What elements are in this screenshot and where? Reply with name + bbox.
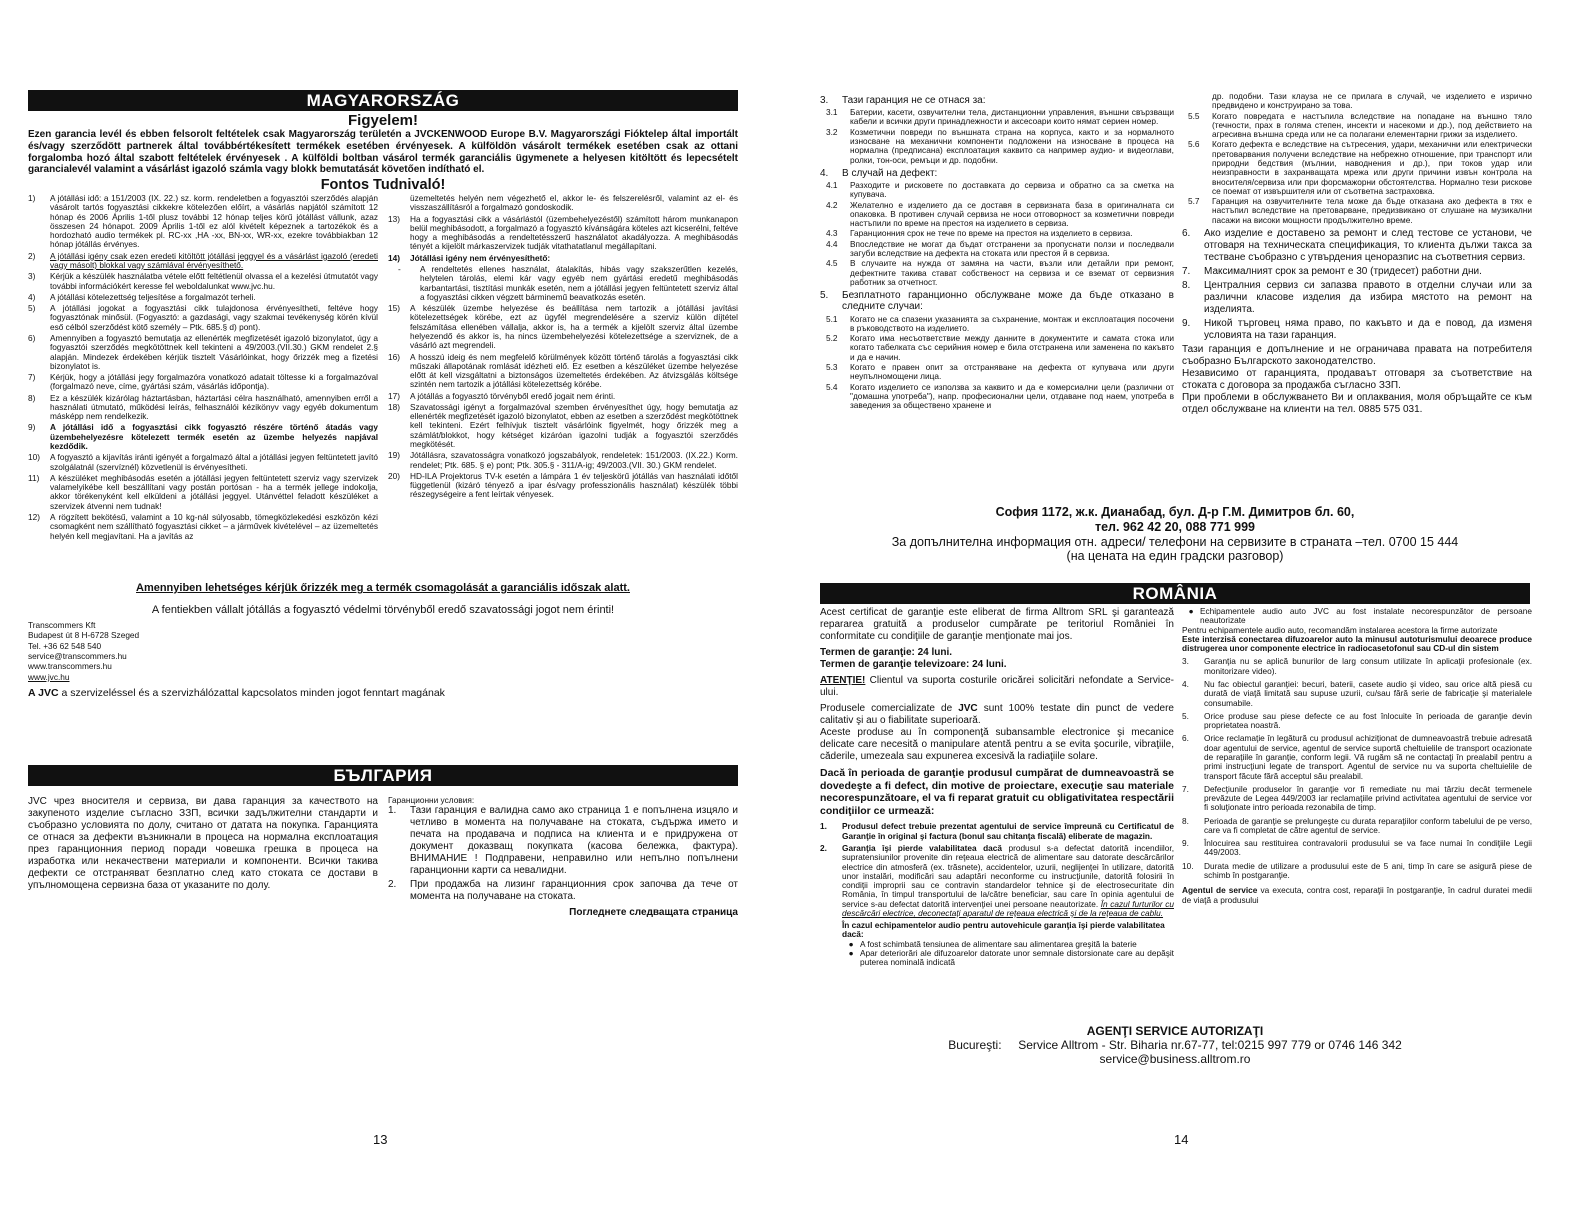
ro-term-number: 7. xyxy=(1182,783,1189,794)
hu-term-right xyxy=(388,254,738,263)
bulgaria-conditions xyxy=(388,796,738,919)
sofia-address: София 1172, ж.к. Дианабад, бул. Д-р Г.М. Димитров бл. 60, xyxy=(995,505,1355,519)
ro-term-number: 4. xyxy=(1182,678,1189,689)
agents-city: Bucureşti: xyxy=(948,1038,1002,1053)
bulgaria-terms-col2-items xyxy=(1182,228,1532,342)
romania-term-products: Termen de garanţie: 24 luni. xyxy=(820,647,953,658)
hu-term-left xyxy=(28,373,378,392)
hu-term-right-text: A jótállás a fogyasztó törvényből eredő jogait nem érinti. xyxy=(410,390,616,401)
bg-condition-number: 1. xyxy=(388,805,397,817)
hungary-intro: Ezen garancia levél és ebben felsorolt feltételek csak Magyarország területén a JVCKENWOOD Europe B.V. Magyarországi Fióktelep által importált és/vagy szerződött partnerek által továbbértékesített termékek esetében érvényesek. A külföldön vásárolt termékek esetében csak az ottani forgalomba hozó által szabott feltételek érvényesek . A külföldi boltban vásárol termék garanciális ügymenete a helyesen kitöltött és lepecsételt garancialevél valamint a vásárlást igazoló számla vagy blokk bemutatását követően indítható el. xyxy=(28,129,738,176)
hu-term-left-text: Ez a készülék kizárólag háztartásban, háztartási célra használható, amennyiben erről a használati útmutató, működési leírás, felhasználói kézikönyv vagy egyéb dokumentum másképp nem rendelkezik. xyxy=(50,392,378,422)
auto-bullet-1-text: A fost schimbată tensiunea de alimentare sau alimentarea greşită la baterie xyxy=(860,938,1137,949)
bg-subterm-number: 4.3 xyxy=(826,228,838,239)
bg-term-col2-text: Никой търговец няма право, по какъвто и да е повод, да изменя условията на тази гаранция. xyxy=(1204,317,1532,341)
hu-term-left-number: 10) xyxy=(28,452,40,463)
bg-term-col2 xyxy=(1182,266,1532,278)
bg-subterm xyxy=(820,259,1174,287)
rights-reserved-text: a szervizeléssel és a szervizhálózattal kapcsolatos minden jogot fenntart magának xyxy=(61,687,445,699)
bg-subterm-col2-number: 5.6 xyxy=(1188,139,1200,150)
bg-condition-number: 2. xyxy=(388,879,397,891)
bg-subterm-col2 xyxy=(1182,140,1532,196)
bg-subterm-text: Батерии, касети, озвучителни тела, дистанционни управления, външни свързващи кабели и всички други принадлежности и аксесоари които нямат сериен номер. xyxy=(850,107,1174,127)
bg-subterm-col2-text: Когато повредата е настъпила вследствие на попадане на външно тяло (течности, прах в голяма степен, инсекти и насекоми и др.), под действието на агресивна външна среда или не са полагани елементарни грижи за изделието. xyxy=(1212,110,1532,140)
hu-term-left xyxy=(28,194,378,250)
hu-term-right xyxy=(388,403,738,449)
hungary-title-bar xyxy=(28,90,738,111)
hu-term-left xyxy=(28,304,378,332)
hu-term-left-number: 3) xyxy=(28,271,36,282)
bulgaria-title: БЪЛГАРИЯ xyxy=(333,766,433,785)
hu-term-left-text: A jótállási igény csak ezen eredeti kitöltött jótállási jeggyel és a vásárlást igazoló (eredeti vagy másolt) blokkal vagy számlával érvényesíthető. xyxy=(50,250,378,270)
hu-term-left-text: Kérjük, hogy a jótállási jegy forgalmazóra vonatkozó adatait töltesse ki a forgalmazóval (forgalmazó neve, címe, gyártási szám, vásárlás időpontja). xyxy=(50,372,378,392)
more-info: За допълнителна информация отн. адреси/ телефони на сервизите в страната –тел. 0700 15 444 xyxy=(891,534,1459,549)
hu-term-left xyxy=(28,474,378,511)
hu-term-right-number: 15) xyxy=(388,303,400,314)
bg-condition xyxy=(388,805,738,877)
hungary-rights-reserved xyxy=(28,687,738,699)
address-jvc-website[interactable]: www.jvc.hu xyxy=(28,671,70,682)
bulgaria-contacts xyxy=(820,505,1530,564)
bg-subterm xyxy=(820,201,1174,229)
ro-term xyxy=(1182,785,1532,813)
bg-subterm-col2-number: 5.7 xyxy=(1188,196,1200,207)
ro-term-text: Garanţia nu se aplică bunurilor de larg consum utilizate în aplicaţii profesionale (ex. monitorizare video). xyxy=(1204,656,1532,676)
hu-term-left-number: 4) xyxy=(28,291,36,302)
ro-term xyxy=(1182,712,1532,731)
bg-term-text: Безплатното гаранционно обслужване може да бъде отказано в следните случаи: xyxy=(842,290,1174,313)
bg-condition-text: При продажба на лизинг гаранционния срок започва да тече от момента на получаване на стоката. xyxy=(410,879,738,903)
bg-subterm-text: В случаите на нужда от замяна на части, възли или детайли при ремонт, дефектните такива стават собственост на сервиза и се вземат от сервизния работник за отчетност. xyxy=(850,258,1174,287)
ro-term-text: Perioada de garanţie se prelungeşte cu durata reparaţiilor conform tabelului de pe verso, care va fi completat de către agentul de service. xyxy=(1204,815,1532,835)
hu-term-right xyxy=(388,265,738,302)
ro-term xyxy=(1182,680,1532,708)
auto-forbidden: Este interzisă conectarea difuzoarelor auto la minusul autoturismului deoarece produce distrugerea unor componente electrice în radiocasetofonul sau CD-ul din sistem xyxy=(1182,633,1532,654)
hu-term-left-number: 8) xyxy=(28,392,36,403)
bg-term-col2-number: 6. xyxy=(1182,227,1191,239)
bg-term xyxy=(820,168,1174,179)
bg-term-subs xyxy=(820,181,1174,287)
hu-term-right-number: 14) xyxy=(388,252,400,263)
bulgaria-terms-col2 xyxy=(1182,92,1532,416)
attention-label: ATENŢIE! xyxy=(820,675,866,686)
bg-subterm xyxy=(820,240,1174,259)
hu-term-left-number: 1) xyxy=(28,193,36,203)
hu-term-right xyxy=(388,304,738,350)
ro-term-number: 10. xyxy=(1182,860,1194,871)
bg-term-text: В случай на дефект: xyxy=(842,167,938,179)
bg-subterm-number: 5.1 xyxy=(826,313,838,324)
ro-term-text: Durata medie de utilizare a produsului este de 5 ani, timp în care se asigură piese de schimb în postgaranţie. xyxy=(1204,860,1532,881)
bg-term-col2 xyxy=(1182,318,1532,342)
romania-agent-note xyxy=(1182,886,1532,905)
ro-term xyxy=(1182,734,1532,780)
hu-term-left xyxy=(28,423,378,451)
bg-subterm-number: 5.4 xyxy=(826,381,838,392)
ro-term xyxy=(1182,657,1532,676)
hu-term-left-text: A fogyasztó a kijavítás iránti igényét a forgalmazó által a jótállási jegyen feltüntetett javító szolgálatnál (szervíznél) közvetlenül is érvényesítheti. xyxy=(50,452,378,472)
hu-term-right-text: üzemeltetés helyén nem végezhető el, akkor le- és felszerelésről, valamint az el- és visszaszállításról a forgalmazó gondoskodik. xyxy=(410,193,738,213)
bg-subterm-text: Гаранционния срок не тече по време на престоя на изделието в сервиза. xyxy=(850,228,1133,239)
hu-term-right-text: A rendeltetés ellenes használat, átalakítás, hibás vagy szakszerűtlen kezelés, helytelen tárolás, elemi kár vagy egyéb nem gyártási eredetű meghibásodás karbantartási, tisztítási munkák esetén, nem a jótállási jegyen feltüntetett szerviz által a fogyasztási cikken végzett bárminemű beavatkozás esetén. xyxy=(420,263,738,302)
bg-term-col2-number: 9. xyxy=(1182,317,1191,329)
ro-term-number: 8. xyxy=(1182,815,1189,826)
bulgaria-terms-col2-tail xyxy=(1182,344,1532,416)
auto-bullet-3: ● Echipamentele audio auto JVC au fost instalate necorespunzător de persoane neautorizate xyxy=(1188,606,1532,626)
bg-subterm xyxy=(820,315,1174,334)
romania-term-tv: Termen de garanţie televizoare: 24 luni. xyxy=(820,659,1007,670)
bg-term-col2-text: Ако изделие е доставено за ремонт и след тестове се установи, че отговаря на техническата спецификация, то клиента дължи такса за тестване съобразно с утвърдения ценоразпис на съответния сервиз. xyxy=(1204,227,1532,263)
bg-subterm xyxy=(820,383,1174,411)
romania-terms-list xyxy=(1182,657,1532,880)
hu-term-right-number: 20) xyxy=(388,470,400,481)
bg-subterm xyxy=(820,363,1174,382)
hu-term-left-number: 11) xyxy=(28,472,40,483)
ro-term-text: Orice reclamaţie în legătură cu produsul achiziţionat de dumneavoastră trebuie adresată doar agentului de service, agentul de service suportă cheltuielile de transport ocazionate de reparaţiile în garanţie, conform legii. Vă rugăm să ne contactaţi în prealabil pentru a primi instrucţiuni legate de transport. Agentul de service nu va suporta cheltuielile de transport făcute fără acceptul său prealabil. xyxy=(1204,733,1532,781)
auto-bullet-2: ● Apar deteriorări ale difuzoarelor datorate unor semnale distorsionate care au depăşit puterea nominală indicată xyxy=(848,948,1174,968)
bg-tail-paragraph: При проблеми в обслужването Ви и оплаквания, моля обръщайте се към отдел обслужване на клиенти на тел. 0885 575 031. xyxy=(1182,391,1532,415)
romania-cond-1 xyxy=(820,822,1174,841)
hungary-title: MAGYARORSZÁG xyxy=(306,91,460,110)
hu-term-left-text: A jótállási kötelezettség teljesítése a forgalmazót terheli. xyxy=(50,291,256,302)
sofia-phones: тел. 962 42 20, 088 771 999 xyxy=(1094,519,1256,534)
romania-right-column xyxy=(1182,607,1532,905)
attention-text: Clientul va suporta costurile oricărei solicitări nefondate a Service-ului. xyxy=(820,675,1175,698)
jvc-brand: A JVC xyxy=(28,687,59,699)
agent-text: va executa, contra cost, reparaţii în postgaranţie, în cadrul duratei medii de viaţă a produsului xyxy=(1182,885,1532,905)
bulgaria-conditions-title: Гаранционни условия: xyxy=(388,795,475,805)
agents-address: Service Alltrom - Str. Biharia nr.67-77, tel:0215 997 779 or 0746 146 342 xyxy=(1018,1038,1402,1053)
bg-subterm xyxy=(820,181,1174,200)
price-note: (на цената на един градски разговор) xyxy=(1066,549,1284,564)
hu-term-left xyxy=(28,394,378,422)
cond-2-underline: În cazul furturilor cu descărcări electrice, deconectaţi aparatul de reţeaua electrică şi de la reţeaua de cablu. xyxy=(842,898,1174,918)
hungary-attention-heading: Figyelem! xyxy=(347,112,419,129)
page-number-14: 14 xyxy=(1174,1132,1189,1147)
bg-subterm-text: Желателно е изделието да се доставя в сервизната база в оригиналната си опаковка. В противен случай сервиза не носи отговорност за козметични повреди настъпили по време на престоя на изделието в сервиза. xyxy=(850,199,1174,229)
bg-subterm-number: 4.2 xyxy=(826,199,838,210)
bg-term-col2-number: 8. xyxy=(1182,279,1191,291)
ro-term-text: Nu fac obiectul garanţiei: becuri, baterii, casete audio şi video, sau orice altă piesă cu durată de viaţă limitată sau supuse uzurii, cu/sau fără serie de fabricaţie şi materialele consumabile. xyxy=(1204,678,1532,708)
bg-subterm-col2-text: Гаранция на озвучителните тела може да бъде отказана ако дефекта в тях е настъпил вследствие на претоварване, предизвикано от слушане на музикални пасажи на високи мощности продължително време. xyxy=(1212,196,1532,225)
bg-subterm-col2-text: Когато дефекта е вследствие на сътресения, удари, механични или електрически претоварвания получени вследствие на небрежно отношение, при транспорт или природни бедствия (мълнии, наводнения и др.), при токов удар или неизправности в захранващата мрежа или други причини извън контрола на вносителя/сервиза или при форсмажорни обстоятелства. Нормално тези рискове се поемат от извършителя или от съответна застраховка. xyxy=(1212,139,1532,196)
hu-term-left-text: A jótállási idő: a 151/2003 (IX. 22.) sz. korm. rendeletben a fogyasztói szerződés alapján vásárolt tartós fogyasztási cikkekre kötelezően előírt, a vásárlás napjától számított 12 hónap és 2006 Április 1-től plusz további 12 hónap teljes körű jótállást vállunk, azaz összesen 24 hónapot. 2009 Április 1-től ez alól kivételt képeznek a tartozékok és a hordozható audio termékek pl. RC-xx ,HA -xx, BN-xx, WR-xx, ezekre továbbiakban 12 hónap jótállás érvényes. xyxy=(50,193,378,250)
bulgaria-intro: JVC чрез вносителя и сервиза, ви дава гаранция за качеството на закупеното изделие съгласно ЗЗП, всички задължителни стандарти и съобразно условията по долу, считано от датата на покупка. Гаранцията се отнася за дефекти възникнали в процеса на нормална експлоатация през гаранционния период поради човешка грешка в процеса на изработка или некачествени материали и компоненти. Всички такива дефекти се отстраняват безплатно след като стоката се достави в упълномощена сервизна база от указаните по долу. xyxy=(28,796,378,891)
hu-term-right-text: A hosszú ideig és nem megfelelő körülmények között történő tárolás a fogyasztási cikk műszaki állapotának romlását idézheti elő. Ez esetben a készüléket üzembe helyezése előtt át kell vizsgáltatni a biztonságos üzemeltetés érdekében. Az átvizsgálás költsége szintén nem tartozik a jótállási kötelezettség körébe. xyxy=(410,351,738,390)
bg-subterm xyxy=(820,108,1174,127)
romania-cond-2 xyxy=(820,844,1174,918)
hu-term-right-number: 19) xyxy=(388,450,400,461)
bg-term-subs xyxy=(820,315,1174,411)
hu-term-right-text: Ha a fogyasztási cikk a vásárlástól (üzembehelyezéstől) számított három munkanapon belül meghibásodott, a forgalmazó a fogyasztó kívánságára köteles azt kicserélni, feltéve hogy a meghibásodás a rendeltetésszerű használatot akadályozza. A meghibásodás tényét a kijelölt márkaszervizek tudják vitathatatlanul megállapítani. xyxy=(410,213,738,252)
bg-condition xyxy=(388,879,738,903)
bg-term xyxy=(820,95,1174,106)
bg-subterm-number: 5.2 xyxy=(826,333,838,344)
bg-term-text: Тази гаранция не се отнася за: xyxy=(842,95,986,106)
hu-term-left-number: 12) xyxy=(28,512,40,522)
romania-quality xyxy=(820,703,1174,727)
address-phone: Tel. +36 62 548 540 xyxy=(28,640,102,651)
hu-term-right-number: 18) xyxy=(388,401,400,412)
hu-term-left-text: A jótállási idő a fogyasztási cikk fogyasztó részére történő átadás vagy üzembehelyezésre kötelezett termék esetén az üzembe helyezés napjával kezdődik. xyxy=(50,422,378,452)
ro-term xyxy=(1182,839,1532,858)
address-street: Budapest út 8 H-6728 Szeged xyxy=(28,630,140,641)
romania-left-column xyxy=(820,607,1174,968)
bg-subterm-text: Когато има несъответствие между данните в документите и самата стока или когато табелката със серийния номер е била отстранена или заменена по какъвто и да е начин. xyxy=(850,333,1174,362)
bg-term-col2-text: Максималният срок за ремонт е 30 (тридесет) работни дни. xyxy=(1204,265,1482,277)
bg-term-number: 3. xyxy=(820,95,829,106)
auto-title: În cazul echipamentelor audio pentru autovehicule garanţia îşi pierde valabilitatea dacă: xyxy=(842,920,1165,940)
bg-term-col2 xyxy=(1182,228,1532,264)
romania-title-bar xyxy=(820,583,1530,604)
hu-term-right xyxy=(388,194,738,213)
bg-term-col2 xyxy=(1182,280,1532,316)
bg-subterm-col2-number xyxy=(1182,92,1212,111)
agents-email[interactable]: service@business.alltrom.ro xyxy=(1099,1052,1251,1067)
bg-subterm-col2 xyxy=(1182,112,1532,140)
bg-term-subs xyxy=(820,108,1174,165)
hungary-terms-right xyxy=(388,194,738,502)
bg-subterm xyxy=(820,128,1174,165)
hungary-terms-left xyxy=(28,194,378,543)
ro-term-number: 5. xyxy=(1182,710,1189,721)
bulgaria-terms-col2-subs xyxy=(1182,92,1532,225)
auto-bullet-1: ● A fost schimbată tensiunea de alimentare sau alimentarea greşită la baterie xyxy=(842,940,1174,949)
hu-term-left-number: 9) xyxy=(28,422,36,433)
ro-term xyxy=(1182,817,1532,836)
hu-term-left xyxy=(28,293,378,302)
hu-term-right xyxy=(388,353,738,390)
address-company: Transcommers Kft xyxy=(28,620,96,630)
romania-auto xyxy=(820,921,1174,967)
cond-2-text: produsul s-a defectat datorită incendiilor, supratensiunilor provenite din reţeaua electrică de alimentare sau datorate descărcărilor electrice din atmosferă (ex. trăsnete), accidentelor, uzurii, neglijenţei în utilizare, datorită unor instalări, modificări sau adaptări neconforme cu instrucţiunile, datorită folosirii în condiţii improprii sau ce contravin standardelor tehnice şi de electrosecuritate din România, în timpul transportului de la/către beneficiar, sau care în opinia agentului de service s-au defectat datorită intervenţiei unei persoane neautorizate. xyxy=(842,842,1174,909)
bg-subterm xyxy=(820,229,1174,238)
hu-term-left-number: 7) xyxy=(28,372,36,383)
bg-subterm-col2-number: 5.5 xyxy=(1188,110,1200,121)
agent-label: Agentul de service xyxy=(1182,885,1258,896)
bg-subterm-col2-text: др. подобни. Тази клауза не се прилага в случай, че изделието е изрично предвидено и конструирано за това. xyxy=(1212,91,1532,111)
bg-term-number: 4. xyxy=(820,167,829,179)
hu-term-right-text: A készülék üzembe helyezése és beállítása nem tartozik a jótállási javítási kötelezettségek körébe, ezt az ügyfél megrendelésére a szerviz külön díjtétel felszámítása ellenében vállalja, akkor is, ha a termék a kijelölt szerviz által üzembe helyezendő és akkor is, ha nincs üzembehelyezési kötelezettsége a szerviznek, de a vásárló azt megrendeli. xyxy=(410,303,738,351)
romania-intro: Acest certificat de garanţie este eliberat de firma Alltrom SRL şi garantează repararea gratuită a produselor cumpărate pe teritoriul României în conformitate cu condiţiile de garanţie menţionate mai jos. xyxy=(820,607,1174,642)
hu-term-right-text: Jótállásra, szavatosságra vonatkozó jogszabályok, rendeletek: 151/2003. (IX.22.) Korm. rendelet; Ptk. 685. § e) pont; Ptk. 305.§ - 311/A-ig; 49/2003.(VII. 30.) GKM rendelet. xyxy=(410,450,738,470)
ro-term-number: 6. xyxy=(1182,733,1189,744)
hu-term-left-text: A készüléket meghibásodás esetén a jótállási jegyen feltüntetett szerviz vagy szervizek valamelyikébe kell beszállítani vagy postán portósan - ha a termék jellege indokolja, akkor törékenyként kell elküldeni a jótállási jeggyel. Utánvéttel feladott készüléket a szervizek átvenni nem tudnak! xyxy=(50,472,378,511)
ro-term xyxy=(1182,862,1532,881)
bulgaria-next-page: Погледнете следващата страница xyxy=(569,907,738,919)
agents-title: AGENŢI SERVICE AUTORIZAŢI xyxy=(1086,1024,1264,1038)
ro-term-text: Înlocuirea sau restituirea contravalorii produsului se va face numai în condiţiile Legii 449/2003. xyxy=(1204,838,1532,858)
hungary-important-heading: Fontos Tudnivaló! xyxy=(320,177,446,193)
bg-condition-text: Тази гаранция е валидна само ако страница 1 е попълнена изцяло и четливо в момента на получаване на стоката, съдържа името и печата на продавача и подписа на клиента и е придружена от документ доказващ покупката (касова бележка, фактура). ВНИМАНИЕ ! Подправени, неправилно или непълно попълнени гаранционни карти са невалидни. xyxy=(410,805,738,877)
ro-term-text: Defecţiunile produselor în garanţie vor fi remediate nu mai târziu decât termenele prevăzute de Legea 449/2003 iar reclamaţiile privind activitatea agentului de service vor fi soluţionate intro perioada rezonabila de timp. xyxy=(1204,783,1532,813)
cond-2-number: 2. xyxy=(820,842,827,853)
bg-subterm-text: Козметични повреди по външната страна на корпуса, както и за нормалното износване на механични компоненти подложени на износване в процеса на нормална (предписана) експлоатация каквито са например аудио- и видеоглави, ролки, тон-оси, ремъци и др. подобни. xyxy=(850,126,1174,165)
romania-attention xyxy=(820,675,1174,699)
bg-subterm-text: Разходите и рисковете по доставката до сервиза и обратно са за сметка на купувача. xyxy=(850,180,1174,200)
hu-term-left xyxy=(28,272,378,291)
hu-term-right-number: 17) xyxy=(388,390,400,401)
auto-recommendation: Pentru echipamentele audio auto, recomandăm instalarea acestora la firme autorizate xyxy=(1182,624,1498,635)
hu-term-left-number: 5) xyxy=(28,303,36,314)
romania-title: ROMÂNIA xyxy=(1132,584,1218,603)
hu-term-right xyxy=(388,392,738,401)
hu-term-left-text: A jótállási jogokat a fogyasztási cikk tulajdonosa érvényesítheti, feltéve hogy fogyasztónak minősül. (Fogyasztó: a gazdasági, vagy szakmai tevékenység körén kívül eső célból szerződést kötő személy – Ptk. 685.§ d) pont). xyxy=(50,303,378,332)
bg-subterm-number: 3.2 xyxy=(826,126,838,137)
ro-term-number: 3. xyxy=(1182,656,1189,667)
bg-subterm xyxy=(820,334,1174,362)
hu-term-right-text: Szavatossági igényt a forgalmazóval szemben érvényesíthet úgy, hogy bemutatja az ellenérték megfizetését igazoló bizonylatot, ebben az esetben a szerződést megkötöttnek kell tekinteni. Ezért felhívjuk tisztelt vásárlóink figyelmét, hogy őrizzék meg a számlát/blokkot, hogy kétséget kizáróan igazolni tudják a fogyasztói szerződés megkötését. xyxy=(410,401,738,450)
bulgaria-title-bar xyxy=(28,765,738,786)
bg-subterm-number: 5.3 xyxy=(826,361,838,372)
hu-term-left xyxy=(28,513,378,541)
page-number-13: 13 xyxy=(373,1132,388,1147)
hu-term-right-number: 16) xyxy=(388,351,400,362)
hu-term-right-number: 13) xyxy=(388,213,400,224)
hu-term-left-text: Kérjük a készülék használatba vétele előtt feltétlenül olvassa el a kezelési útmutatót vagy további információkért keresse fel weboldalunkat www.jvc.hu. xyxy=(50,271,378,291)
bg-subterm-col2 xyxy=(1182,92,1532,111)
bg-tail-paragraph: Тази гаранция е допълнение и не ограничава правата на потребителя съобразно Българското законодателство. xyxy=(1182,343,1532,367)
address-website[interactable]: www.transcommers.hu xyxy=(28,661,112,672)
bg-term-col2-number: 7. xyxy=(1182,265,1191,277)
bulgaria-conditions-list xyxy=(388,805,738,903)
hu-term-right xyxy=(388,215,738,252)
bg-term xyxy=(820,290,1174,312)
bg-subterm-number: 3.1 xyxy=(826,107,838,118)
hungary-service-address xyxy=(28,620,328,682)
auto-bullet-2-text: Apar deteriorări ale difuzoarelor datorate unor semnale distorsionate care au depăşit puterea nominală indicată xyxy=(860,948,1174,968)
bg-subterm-text: Когато не са спазени указанията за съхранение, монтаж и експлоатация посочени в ръководството на изделието. xyxy=(850,313,1174,333)
cond-2-title: Garanţia îşi pierde valabilitatea dacă xyxy=(842,842,1002,853)
page-13 xyxy=(0,0,760,1225)
hu-term-left-text: Amennyiben a fogyasztó bemutatja az ellenérték megfizetését igazoló bizonylatot, úgy a fogyasztói szerződés megkötöttnek kell tekinteni a 49/2003.(VII.30.) GKM rendelet 2.§ alapján. Mindezek érdekében kérjük tisztelt Vásárlóinkat, hogy őrizzék meg a fizetési bizonylatot is. xyxy=(50,332,378,371)
bulgaria-terms-col1 xyxy=(820,92,1174,411)
page-14 xyxy=(792,0,1552,1225)
romania-handling: Aceste produse au în componenţă subansamble electronice şi mecanice delicate care necesită o manipulare atentă pentru a se evita şocurile, vibraţiile, căderile, umezeala sau expunerea excesivă la radiaţiile solare. xyxy=(820,727,1174,762)
bg-subterm-number: 4.5 xyxy=(826,258,838,269)
hungary-keep-packaging: Amennyiben lehetséges kérjük őrizzék meg a termék csomagolását a garanciális időszak alatt. xyxy=(136,582,630,594)
bg-subterm-col2 xyxy=(1182,197,1532,225)
hu-term-right-text: Jótállási igény nem érvényesíthető: xyxy=(410,252,551,263)
hu-term-right xyxy=(388,451,738,470)
hu-term-right-text: HD-ILA Projektorus TV-k esetén a lámpára 1 év teljeskörű jótállás van használati időtől függetlenül (kizáró tényező a ipar és/vagy professzionális használat) készülék többi részegységeire a fent leírtak vényesek. xyxy=(410,470,738,500)
agents-line xyxy=(820,1038,1530,1052)
bg-subterm-text: Когато е правен опит за отстраняване на дефекта от купувача или други неупълномощени лица. xyxy=(850,361,1174,382)
bg-subterm-number: 4.4 xyxy=(826,238,838,249)
hu-term-right-number xyxy=(388,194,410,213)
romania-agents xyxy=(820,1024,1530,1066)
cond-1-text: Produsul defect trebuie prezentat agentului de service împreună cu Certificatul de Garanţie în original şi factura (bonul sau chitanţa fiscală) eliberate de magazin. xyxy=(842,821,1174,841)
bg-subterm-text: Впоследствие не могат да бъдат отстранени за пропуснати ползи и последвали загуби вследствие на дефекта на стоката или престоя й в сервиза. xyxy=(850,238,1174,259)
hungary-consumer-rights: A fentiekben vállalt jótállás a fogyasztó védelmi törvényből eredő szavatossági jogot nem érinti! xyxy=(151,604,615,616)
bg-term-col2-text: Централния сервиз си запазва правото в отделни случаи или за различни класове изделия да избира мястото на ремонт на изделията. xyxy=(1204,279,1532,315)
auto-bullet-3-text: Echipamentele audio auto JVC au fost instalate necorespunzător de persoane neautorizate xyxy=(1200,606,1532,626)
hu-term-left xyxy=(28,252,378,271)
hu-term-left-number: 6) xyxy=(28,332,36,343)
quality-post: sunt 100% testate din punct de vedere calitativ şi au o fiabilitate superioară. xyxy=(820,703,1174,726)
ro-term-text: Orice produse sau piese defecte ce au fost înlocuite în perioada de garanţie devin proprietatea noastră. xyxy=(1204,710,1532,731)
cond-1-number: 1. xyxy=(820,821,827,832)
hu-term-right-number: - xyxy=(398,263,401,274)
quality-brand: JVC xyxy=(958,703,978,714)
hu-term-left-text: A rögzített bekötésű, valamint a 10 kg-nál súlyosabb, tömegközlekedési eszközön kézi csomagként nem szállítható fogyasztási cikket – a járművek kivételével – az üzemeltetés helyén kell megjavítani. Ha a javítás az xyxy=(50,512,378,541)
bg-subterm-text: Когато изделието се използва за каквито и да е комерсиални цели (различни от "домашна употреба"), напр. професионални цели, отдаване под наем, употреба в заведения за обществено хранене и xyxy=(850,381,1174,411)
hu-term-left xyxy=(28,334,378,371)
hu-term-left-number: 2) xyxy=(28,250,36,261)
bg-subterm-number: 4.1 xyxy=(826,180,838,191)
bg-term-number: 5. xyxy=(820,290,829,302)
ro-term-number: 9. xyxy=(1182,838,1189,849)
address-email[interactable]: service@transcommers.hu xyxy=(28,651,127,662)
bg-tail-paragraph: Независимо от гаранцията, продаваът отговаря за съответствие на стоката с договора за продажба съгласно ЗЗП. xyxy=(1182,367,1532,391)
quality-pre: Produsele comercializate de xyxy=(820,703,953,714)
hu-term-left xyxy=(28,453,378,472)
hu-term-right xyxy=(388,472,738,500)
romania-defect-clause: Dacă în perioada de garanţie produsul cumpărat de dumneavoastră se dovedeşte a fi defect, din motive de proiectare, execuţie sau materiale necorespunzătoare, el va fi reparat gratuit cu obligativitatea respectării condiţiilor ce urmează: xyxy=(820,767,1174,817)
